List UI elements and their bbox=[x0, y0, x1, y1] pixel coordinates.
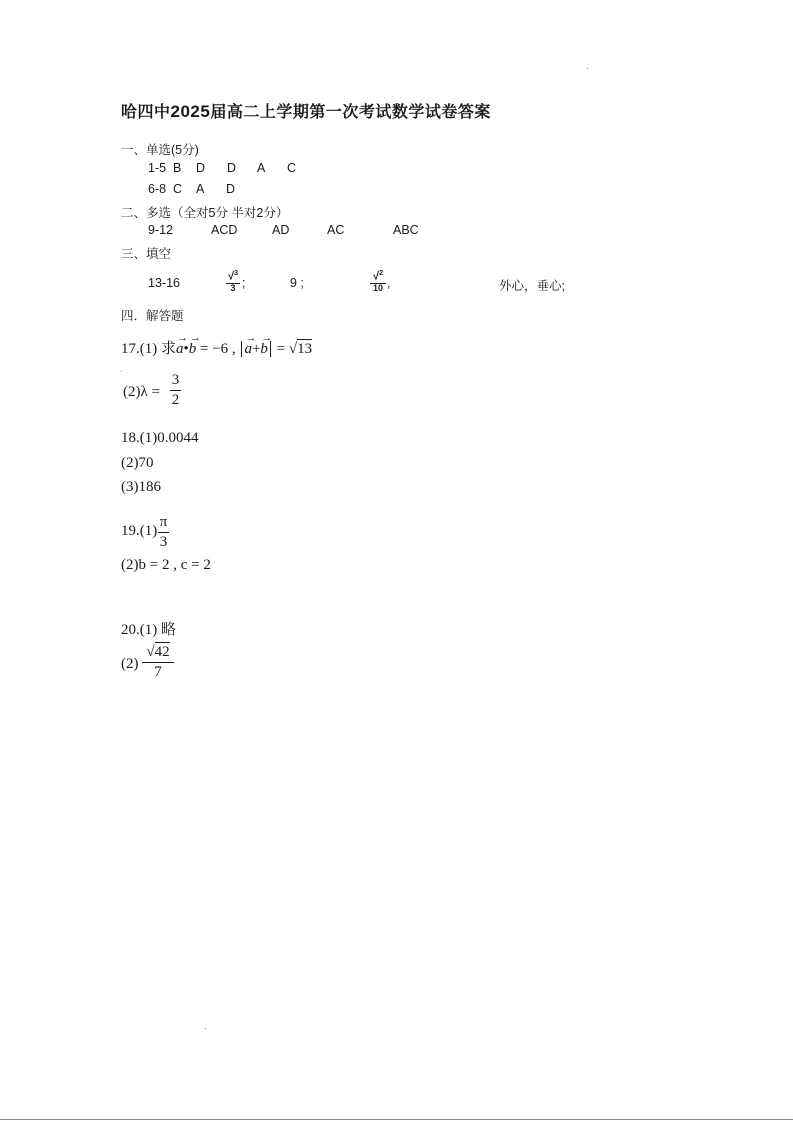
answer-row-1-5 bbox=[148, 161, 448, 177]
section-1-heading: 一、单选(5分) bbox=[121, 143, 199, 157]
q17-part1: 17.(1) 求→ a•→ b = −6 , → a+→ b = √13 bbox=[121, 337, 312, 358]
answer-12: ABC bbox=[393, 223, 419, 237]
q17-part2-denominator: 2 bbox=[171, 392, 180, 408]
answer-10: AD bbox=[272, 223, 290, 237]
answer-2: D bbox=[196, 161, 206, 175]
answer-15-radicand: 2 bbox=[379, 270, 383, 277]
answer-9: ACD bbox=[211, 223, 238, 237]
vector-b: → b bbox=[189, 341, 197, 358]
answer-13-separator: ; bbox=[242, 276, 246, 290]
vector-a: → a bbox=[244, 341, 252, 358]
scan-speck bbox=[587, 68, 588, 69]
q19-part1-fraction bbox=[158, 515, 169, 550]
q17-part2-numerator: 3 bbox=[171, 372, 180, 388]
answer-4: A bbox=[257, 161, 266, 175]
answer-15-denominator: 10 bbox=[372, 282, 383, 293]
q17-sqrt-value: 13 bbox=[297, 341, 313, 357]
q20-part2-radicand: 42 bbox=[154, 644, 170, 660]
answer-11: AC bbox=[327, 223, 345, 237]
answer-13-denominator: 3 bbox=[230, 282, 236, 293]
q18-part1: 18.(1)0.0044 bbox=[121, 430, 199, 446]
section-3-heading: 三、填空 bbox=[121, 247, 172, 261]
row-label: 6-8 bbox=[148, 182, 167, 196]
page-bottom-edge bbox=[0, 1119, 793, 1120]
q19-part1-denominator: 3 bbox=[159, 534, 168, 550]
q19-part1-numerator: π bbox=[159, 514, 168, 530]
q20-part2-prefix: (2) bbox=[121, 656, 139, 672]
answer-15-separator: , bbox=[387, 276, 391, 290]
answer-5: C bbox=[287, 161, 297, 175]
answer-6: C bbox=[173, 182, 183, 196]
q20-part1: 20.(1) 略 bbox=[121, 622, 176, 638]
section-4-heading: 四．解答题 bbox=[121, 309, 184, 323]
vector-a: → a bbox=[176, 341, 184, 358]
q20-part2-denominator: 7 bbox=[154, 664, 162, 680]
answer-13-radicand: 3 bbox=[234, 270, 238, 277]
answer-1: B bbox=[173, 161, 182, 175]
row-label: 1-5 bbox=[148, 161, 167, 175]
q17-part2-prefix: (2)λ = bbox=[123, 384, 160, 400]
dot-operator: • bbox=[183, 341, 189, 357]
answer-7: A bbox=[196, 182, 205, 196]
answer-8: D bbox=[226, 182, 236, 196]
vector-b: → b bbox=[260, 341, 268, 358]
scan-speck bbox=[205, 1028, 206, 1029]
answer-row-13-16-label: 13-16 bbox=[148, 276, 180, 290]
answer-3: D bbox=[227, 161, 237, 175]
q18-part3: (3)186 bbox=[121, 479, 161, 495]
scan-speck bbox=[121, 371, 122, 372]
section-2-heading: 二、多选（全对5分 半对2分） bbox=[121, 206, 289, 220]
title-prefix: 哈四中 bbox=[121, 104, 171, 121]
title-suffix: 届高二上学期第一次考试数学试卷答案 bbox=[210, 104, 491, 121]
answer-row-9-12 bbox=[148, 223, 448, 239]
q19-part2: (2)b = 2 , c = 2 bbox=[121, 557, 211, 573]
q19-part1-prefix: 19.(1) bbox=[121, 523, 158, 539]
row-label: 9-12 bbox=[148, 223, 174, 237]
q20-part2-fraction: √42 7 bbox=[142, 645, 174, 680]
page-title bbox=[121, 99, 491, 122]
answer-15: √$^2$ 10 bbox=[370, 270, 386, 293]
q17-part1-prefix: 17.(1) 求 bbox=[121, 341, 176, 357]
title-year: 2025 bbox=[170, 102, 211, 121]
answer-13: √$^3$ 3 bbox=[226, 270, 240, 293]
q17-abs-expression: → a+→ b bbox=[241, 341, 270, 357]
q18-part2: (2)70 bbox=[121, 455, 154, 471]
answer-row-6-8 bbox=[148, 182, 448, 198]
q17-abs-value: = bbox=[276, 341, 289, 357]
answer-14: 9 ; bbox=[290, 276, 304, 290]
q17-part2-fraction bbox=[170, 373, 181, 408]
q17-dot-value: = −6 , bbox=[200, 341, 236, 357]
answer-16: 外心，垂心; bbox=[499, 279, 565, 293]
